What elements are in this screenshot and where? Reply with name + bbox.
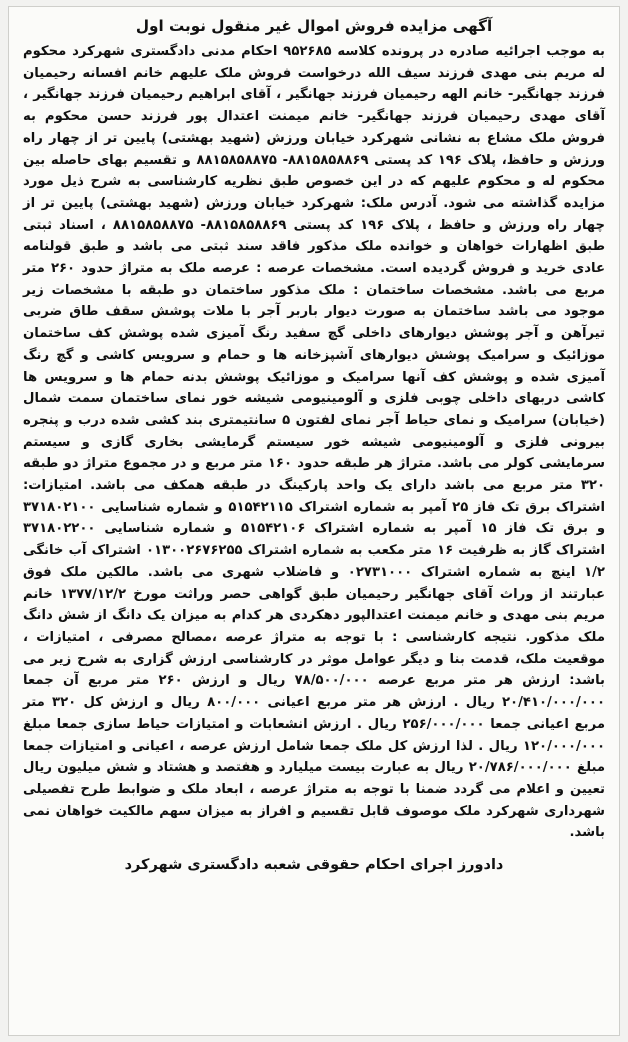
notice-signature: دادورز اجرای احکام حقوقی شعبه دادگستری شهرکرد [124, 857, 504, 874]
notice-body: به موجب اجرائیه صادره در پرونده کلاسه ۹۵۲۶۸۵ احکام مدنی دادگستری شهرکرد محکوم له مریم بنی مهدی فرزند سیف الله درخواست فروش ملک علیهم خانم افسانه رحیمیان فرزند جهانگیر- خانم الهه رحیمیان فرزند جهانگیر ، آقای ابراهیم رحیمیان فرزند جهانگیر ، آقای مهدی رحیمیان فرزند جهانگیر- خانم میمنت اعتدال پور فرزند حسن محکوم به فروش ملک مشاع به نشانی شهرکرد خیابان ورزش (شهید بهشتی) پایین تر از چهار راه ورزش و حافظ، پلاک ۱۹۶ کد پستی ۸۸۱۵۸۵۸۸۶۹- ۸۸۱۵۸۵۸۸۷۵ و تقسیم بهای حاصله بین محکوم له و محکوم علیهم که در این خصوص طبق نظریه کارشناسی به شرح ذیل مورد مزایده گذاشته می شود. آدرس ملک: شهرکرد خیابان ورزش (شهید بهشتی) پایین تر از چهار راه ورزش و حافظ ، پلاک ۱۹۶ کد پستی ۸۸۱۵۸۵۸۸۶۹- ۸۸۱۵۸۵۸۸۷۵ ، اسناد ثبتی طبق اظهارات خواهان و خوانده ملک مذکور فاقد سند ثبتی می باشد و طبق قولنامه عادی خرید و فروش گردیده است. مشخصات عرصه : عرصه ملک به متراژ حدود ۲۶۰ متر مربع می باشد. مشخصات ساختمان : ملک مذکور ساختمان دو طبقه با مشخصات زیر موجود می باشد ساختمان به صورت دیوار باربر آجر با ملات پوشش سقف طاق ضربی تیرآهن و آجر پوشش دیوارهای داخلی گچ سفید رنگ آمیزی شده پوشش کف ساختمان موزائیک و سرامیک پوشش دیوارهای آشپزخانه ها و حمام و سرویس کاشی و گچ رنگ آمیزی شده و پوشش کف آنها سرامیک و موزائیک پوشش بدنه حمام ها و سرویس ها کاشی دربهای داخلی چوبی فلزی و آلومینیومی شیشه خور نمای ساختمان سمت شمال (خیابان) سرامیک و نمای حیاط آجر نمای لفتون ۵ سانتیمتری بند کشی شده درب و پنجره بیرونی فلزی و آلومینیومی شیشه خور سیستم گرمایشی بخاری گازی و سیستم سرمایشی کولر می باشد. متراژ هر طبقه حدود ۱۶۰ متر مربع و در مجموع متراژ دو طبقه ۳۲۰ متر مربع می باشد دارای یک واحد پارکینگ در طبقه همکف می باشد. امتیازات: اشتراک برق تک فاز ۲۵ آمپر به شماره اشتراک ۵۱۵۴۲۱۱۵ و شماره شناسایی ۳۷۱۸۰۲۱۰۰ و برق تک فاز ۱۵ آمپر به شماره اشتراک ۵۱۵۴۲۱۰۶ و شماره شناسایی ۳۷۱۸۰۲۲۰۰ اشتراک گاز به ظرفیت ۱۶ متر مکعب به شماره اشتراک ۰۱۳۰۰۲۶۷۶۲۵۵ اشتراک آب خانگی ۱/۲ اینچ به شماره اشتراک ۰۲۷۳۱۰۰۰ و فاضلاب شهری می باشد. مالکین ملک فوق عبارتند از وراث آقای جهانگیر رحیمیان طبق گواهی حصر وراثت مورخ ۱۳۷۷/۱۲/۲ خانم مریم بنی مهدی و خانم میمنت اعتدالپور دهکردی هر کدام به میزان یک دانگ از شش دانگ ملک مذکور. نتیجه کارشناسی : با توجه به متراژ عرصه ،مصالح مصرفی ، امتیازات ، موقعیت ملک، قدمت بنا و دیگر عوامل موثر در کارشناسی ارزش گزاری به شرح زیر می باشد: ارزش هر متر مربع عرصه ۷۸/۵۰۰/۰۰۰ ریال و ارزش ۲۶۰ متر مربع آن جمعا ۲۰/۴۱۰/۰۰۰/۰۰۰ ریال . ارزش هر متر مربع اعیانی ۸۰۰/۰۰۰ ریال و ارزش کل ۳۲۰ متر مربع اعیانی جمعا ۲۵۶/۰۰۰/۰۰۰ ریال . ارزش انشعابات و امتیازات حیاط سازی جمعا مبلغ ۱۲۰/۰۰۰/۰۰۰ ریال . لذا ارزش کل ملک جمعا شامل ارزش عرصه ، اعیانی و امتیازات جمعا مبلغ ۲۰/۷۸۶/۰۰۰/۰۰۰ ریال به عبارت بیست میلیارد و هفتصد و هشتاد و شش میلیون ریال تعیین و اعلام می گردد ضمنا با توجه به متراژ عرصه ، ابعاد ملک و ضوابط طرح تفصیلی شهرداری شهرکرد ملک موصوف قابل تقسیم و افراز به میزان سهم مالکیت خواهان نمی باشد. [23, 44, 606, 841]
notice-title: آگهی مزایده فروش اموال غیر منقول نوبت اول [135, 17, 493, 35]
auction-notice [8, 6, 620, 1036]
